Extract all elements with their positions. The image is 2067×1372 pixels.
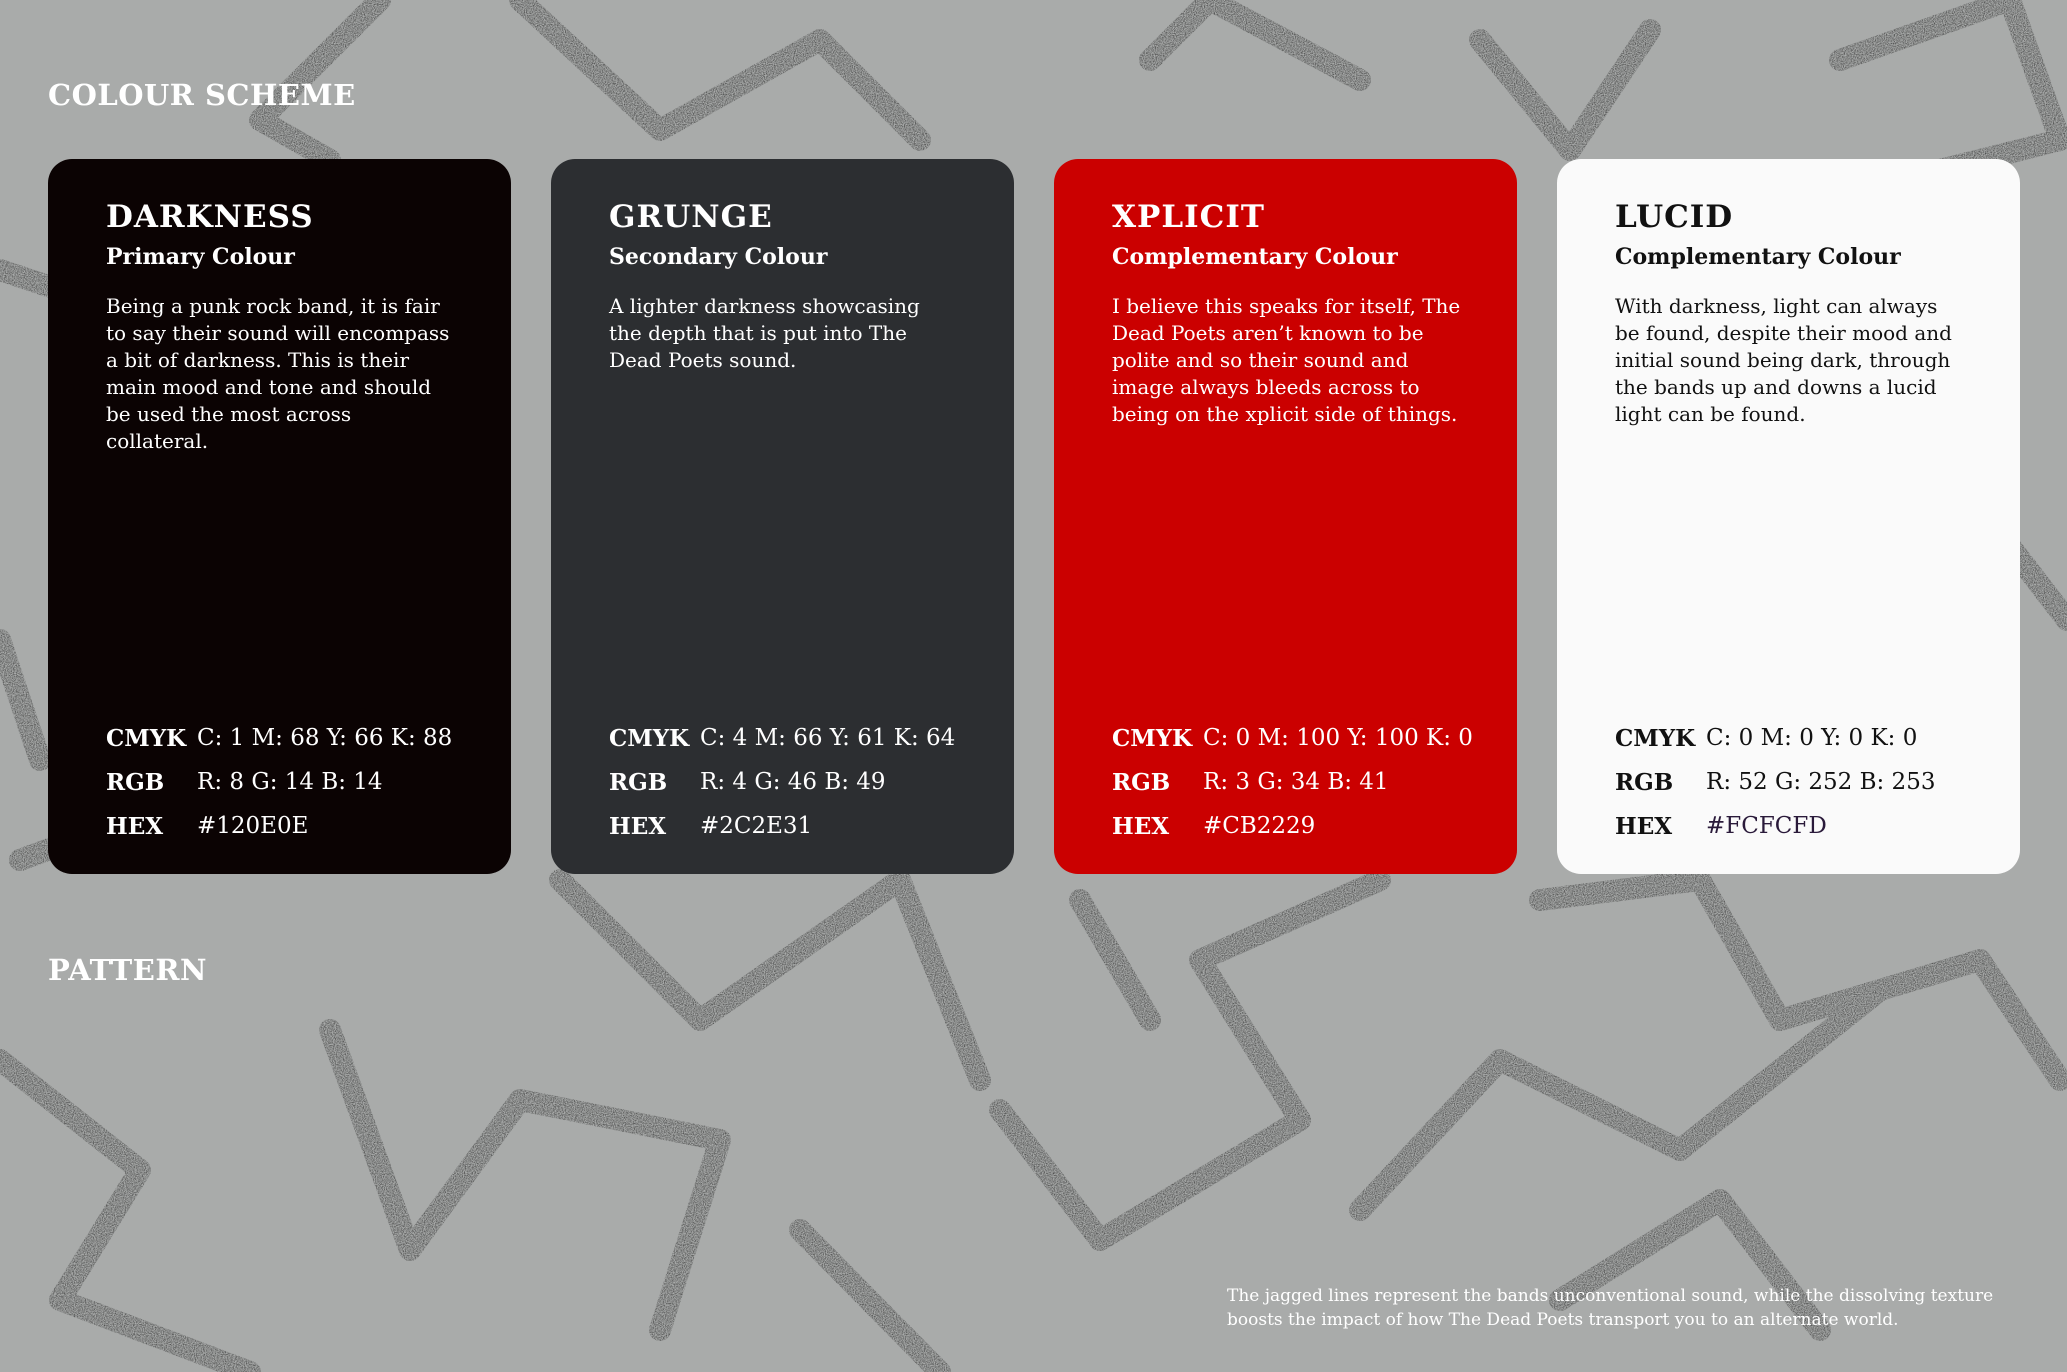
spec-label: HEX — [106, 812, 164, 840]
colour-specs — [1615, 716, 1935, 848]
spec-label: RGB — [609, 768, 668, 796]
card-name: LUCID — [1615, 199, 1734, 235]
spec-row-rgb — [609, 760, 955, 804]
colour-specs — [106, 716, 452, 848]
spec-value: #2C2E31 — [700, 813, 813, 839]
spec-label: CMYK — [609, 724, 690, 752]
spec-row-cmyk — [1615, 716, 1935, 760]
spec-row-cmyk — [1112, 716, 1473, 760]
spec-label: HEX — [1112, 812, 1170, 840]
spec-row-hex — [1112, 804, 1473, 848]
spec-value: #CB2229 — [1203, 813, 1316, 839]
spec-value: #FCFCFD — [1706, 813, 1827, 839]
colour-card-grunge — [551, 159, 1014, 874]
spec-value: C: 0 M: 100 Y: 100 K: 0 — [1203, 725, 1473, 751]
colour-scheme-heading: COLOUR SCHEME — [48, 78, 356, 112]
spec-label: CMYK — [1615, 724, 1696, 752]
card-description: Being a punk rock band, it is fair to say their sound will encompass a bit of darkness. This is their main mood and tone and should be used the most across collateral. — [106, 293, 450, 453]
card-name: DARKNESS — [106, 199, 314, 235]
spec-row-hex — [1615, 804, 1935, 848]
spec-label: RGB — [1615, 768, 1674, 796]
card-role: Complementary Colour — [1112, 244, 1398, 271]
spec-row-cmyk — [609, 716, 955, 760]
spec-label: CMYK — [1112, 724, 1193, 752]
spec-value: R: 52 G: 252 B: 253 — [1706, 769, 1936, 795]
spec-value: R: 3 G: 34 B: 41 — [1203, 769, 1389, 795]
spec-label: RGB — [1112, 768, 1171, 796]
spec-row-rgb — [1615, 760, 1935, 804]
spec-label: CMYK — [106, 724, 187, 752]
colour-specs — [1112, 716, 1473, 848]
card-name: GRUNGE — [609, 199, 773, 235]
card-role: Complementary Colour — [1615, 244, 1901, 271]
pattern-footnote: The jagged lines represent the bands unconventional sound, while the dissolving texture boosts the impact of how The Dead Poets transport you to an alternate world. — [1227, 1286, 1994, 1330]
card-role: Secondary Colour — [609, 244, 828, 271]
spec-value: C: 4 M: 66 Y: 61 K: 64 — [700, 725, 956, 751]
pattern-heading: PATTERN — [48, 953, 207, 987]
spec-label: HEX — [609, 812, 667, 840]
card-name: XPLICIT — [1112, 199, 1265, 235]
colour-card-lucid — [1557, 159, 2020, 874]
spec-value: R: 4 G: 46 B: 49 — [700, 769, 886, 795]
spec-value: C: 0 M: 0 Y: 0 K: 0 — [1706, 725, 1918, 751]
spec-label: RGB — [106, 768, 165, 796]
spec-row-hex — [609, 804, 955, 848]
spec-row-hex — [106, 804, 452, 848]
spec-value: R: 8 G: 14 B: 14 — [197, 769, 383, 795]
card-description: I believe this speaks for itself, The Dead Poets aren’t known to be polite and so their sound and image always bleeds across to being on the xplicit side of things. — [1112, 293, 1461, 426]
spec-row-rgb — [106, 760, 452, 804]
spec-value: C: 1 M: 68 Y: 66 K: 88 — [197, 725, 453, 751]
spec-value: #120E0E — [197, 813, 309, 839]
colour-card-darkness — [48, 159, 511, 874]
spec-row-cmyk — [106, 716, 452, 760]
spec-label: HEX — [1615, 812, 1673, 840]
spec-row-rgb — [1112, 760, 1473, 804]
card-description: With darkness, light can always be found, despite their mood and initial sound being dark, through the bands up and downs a lucid light can be found. — [1615, 293, 1952, 426]
colour-specs — [609, 716, 955, 848]
colour-card-xplicit — [1054, 159, 1517, 874]
card-role: Primary Colour — [106, 244, 295, 271]
card-description: A lighter darkness showcasing the depth that is put into The Dead Poets sound. — [609, 293, 920, 372]
